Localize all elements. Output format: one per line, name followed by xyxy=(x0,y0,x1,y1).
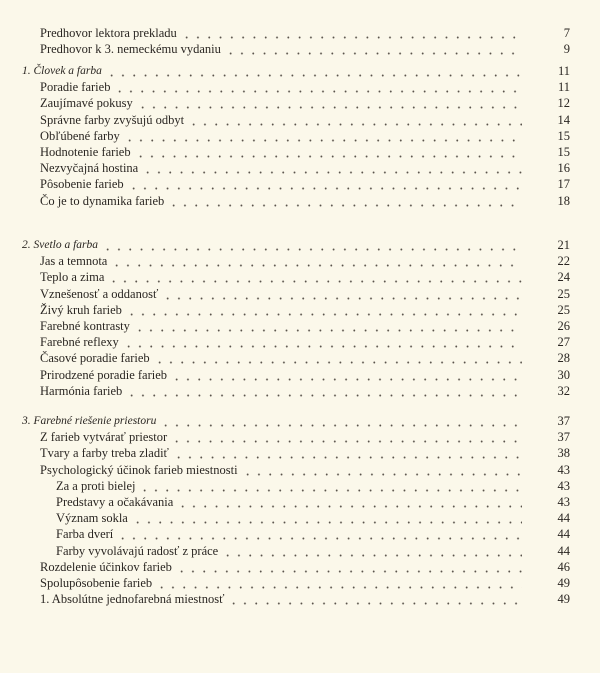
toc-page-number: 14 xyxy=(557,112,570,127)
toc-entry-title: Čo je to dynamika farieb xyxy=(40,193,165,208)
toc-page-number: 38 xyxy=(557,446,570,461)
toc-page-number: 15 xyxy=(557,145,570,159)
dot-leader xyxy=(135,144,522,160)
dot-leader xyxy=(188,112,522,128)
toc-entry-title: Farba dverí xyxy=(56,527,114,542)
dot-leader xyxy=(171,429,522,445)
dot-leader xyxy=(176,559,522,575)
toc-page-number: 46 xyxy=(557,559,570,574)
dot-leader xyxy=(222,543,522,559)
toc-page-number: 25 xyxy=(557,302,570,317)
toc-entry-title: Spolupôsobenie farieb xyxy=(40,576,153,590)
toc-entry xyxy=(0,559,600,575)
dot-leader xyxy=(106,63,522,79)
toc-entry-title: Nezvyčajná hostina xyxy=(40,161,139,176)
toc-chapter-entry xyxy=(0,63,600,79)
toc-entry-title: Význam sokla xyxy=(56,511,128,526)
toc-entry xyxy=(0,478,600,494)
toc-page-number: 18 xyxy=(557,193,570,208)
toc-page-number: 17 xyxy=(557,177,570,192)
dot-leader xyxy=(162,286,522,302)
toc-entry xyxy=(0,193,600,209)
toc-entry xyxy=(0,144,600,160)
toc-chapter-entry xyxy=(0,237,600,253)
toc-entry xyxy=(0,95,600,111)
toc-entry-title: Rozdelenie účinkov farieb xyxy=(40,559,172,574)
toc-page-number: 22 xyxy=(557,254,570,269)
toc-entry xyxy=(0,350,600,366)
toc-page-number: 49 xyxy=(557,592,570,607)
toc-entry-title: Farebné kontrasty xyxy=(40,319,130,333)
toc-entry xyxy=(0,334,600,350)
dot-leader xyxy=(108,269,522,285)
toc-entry xyxy=(0,41,600,57)
dot-leader xyxy=(156,575,522,591)
dot-leader xyxy=(132,510,522,526)
toc-entry xyxy=(0,367,600,383)
toc-entry-title: Živý kruh farieb xyxy=(40,302,122,317)
toc-entry-title: Psychologický účinok farieb miestnosti xyxy=(40,462,238,477)
toc-entry-title: Teplo a zima xyxy=(40,270,105,285)
toc-entry-title: Zaujímavé pokusy xyxy=(40,96,133,111)
dot-leader xyxy=(228,591,522,607)
toc-entry xyxy=(0,462,600,478)
toc-entry-title: Tvary a farby treba zladiť xyxy=(40,446,169,461)
toc-page-number: 12 xyxy=(557,96,570,111)
toc-page-number: 26 xyxy=(557,319,570,333)
dot-leader xyxy=(137,95,522,111)
toc-entry xyxy=(0,160,600,176)
toc-entry xyxy=(0,128,600,144)
toc-entry xyxy=(0,445,600,461)
toc-entry-title: Správne farby zvyšujú odbyt xyxy=(40,112,185,127)
toc-page-number: 30 xyxy=(557,367,570,382)
toc-entry-title: Predhovor k 3. nemeckému vydaniu xyxy=(40,42,221,57)
toc-entry-title: 2. Svetlo a farba xyxy=(22,239,99,251)
toc-page-number: 28 xyxy=(557,351,570,366)
toc-page-number: 16 xyxy=(557,161,570,176)
toc-page-number: 7 xyxy=(563,26,570,40)
dot-leader xyxy=(160,413,522,429)
toc-entry xyxy=(0,112,600,128)
dot-leader xyxy=(168,193,522,209)
dot-leader xyxy=(124,128,522,144)
toc-entry xyxy=(0,253,600,269)
toc-entry-title: Hodnotenie farieb xyxy=(40,145,131,159)
toc-chapter-entry xyxy=(0,413,600,429)
toc-entry xyxy=(0,494,600,510)
toc-page-number: 43 xyxy=(557,478,570,493)
dot-leader xyxy=(134,318,522,334)
toc-entry-title: Obľúbené farby xyxy=(40,128,120,143)
toc-entry-title: Poradie farieb xyxy=(40,80,111,95)
toc-page-number: 49 xyxy=(557,576,570,590)
toc-page-number: 44 xyxy=(557,527,570,542)
dot-leader xyxy=(123,334,522,350)
dot-leader xyxy=(142,160,522,176)
toc-page-number: 27 xyxy=(557,335,570,350)
toc-entry-title: 1. Absolútne jednofarebná miestnosť xyxy=(40,592,225,607)
toc-entry xyxy=(0,543,600,559)
toc-page-number: 9 xyxy=(563,42,570,57)
toc-entry-title: 1. Človek a farba xyxy=(22,65,102,77)
toc-page-number: 43 xyxy=(557,462,570,477)
toc-page-number: 37 xyxy=(557,430,570,445)
toc-page-number: 24 xyxy=(557,270,570,285)
dot-leader xyxy=(117,526,522,542)
toc-entry xyxy=(0,383,600,399)
toc-page-number: 11 xyxy=(557,80,570,95)
toc-entry-title: Za a proti bielej xyxy=(56,478,136,493)
toc-entry xyxy=(0,302,600,318)
toc-entry xyxy=(0,269,600,285)
dot-leader xyxy=(139,478,522,494)
dot-leader xyxy=(128,176,522,192)
toc-entry xyxy=(0,591,600,607)
dot-leader xyxy=(126,383,522,399)
dot-leader xyxy=(173,445,522,461)
toc-page-number: 21 xyxy=(557,238,570,252)
toc-entry xyxy=(0,429,600,445)
toc-entry-title: Predstavy a očakávania xyxy=(56,495,174,509)
toc-entry-title: Vznešenosť a oddanosť xyxy=(40,286,159,301)
dot-leader xyxy=(114,79,522,95)
toc-entry-title: Pôsobenie farieb xyxy=(40,177,124,192)
toc-entry xyxy=(0,25,600,41)
toc-entry-title: Prirodzené poradie farieb xyxy=(40,367,168,382)
dot-leader xyxy=(225,41,522,57)
toc-entry xyxy=(0,575,600,591)
dot-leader xyxy=(102,237,522,253)
toc-entry-title: Časové poradie farieb xyxy=(40,351,150,366)
dot-leader xyxy=(177,494,522,510)
toc-entry-title: Farby vyvolávajú radosť z práce xyxy=(56,543,219,558)
toc-entry-title: Farebné reflexy xyxy=(40,335,119,350)
toc-entry-title: Z farieb vytvárať priestor xyxy=(40,430,168,445)
dot-leader xyxy=(181,25,522,41)
toc-entry xyxy=(0,176,600,192)
toc-page-number: 43 xyxy=(557,495,570,509)
toc-page-number: 44 xyxy=(557,511,570,526)
toc-entry-title: 3. Farebné riešenie priestoru xyxy=(22,415,157,427)
toc-entry-title: Harmónia farieb xyxy=(40,383,123,398)
toc-entry xyxy=(0,286,600,302)
dot-leader xyxy=(111,253,522,269)
toc-page-number: 32 xyxy=(557,383,570,398)
dot-leader xyxy=(154,350,522,366)
toc-entry-title: Predhovor lektora prekladu xyxy=(40,26,177,40)
toc-page-number: 44 xyxy=(557,543,570,558)
toc-entry-title: Jas a temnota xyxy=(40,254,108,269)
toc-entry xyxy=(0,510,600,526)
toc-entry xyxy=(0,526,600,542)
toc-page-number: 25 xyxy=(557,286,570,301)
dot-leader xyxy=(242,462,522,478)
toc-page-number: 37 xyxy=(557,414,570,428)
toc-entry xyxy=(0,318,600,334)
dot-leader xyxy=(126,302,522,318)
toc-page-number: 15 xyxy=(557,128,570,143)
toc-entry xyxy=(0,79,600,95)
toc-page-number: 11 xyxy=(557,64,570,78)
dot-leader xyxy=(171,367,522,383)
